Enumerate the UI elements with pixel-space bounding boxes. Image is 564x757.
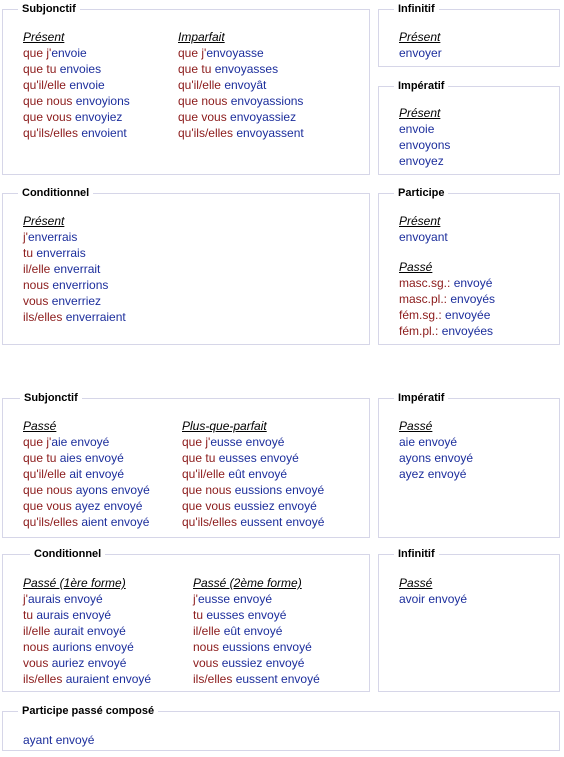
verb-form: eussiez	[234, 499, 275, 513]
pronoun: ils/elles	[193, 672, 236, 686]
verb-form: envoyer	[399, 46, 442, 60]
verb-form: enverrais	[27, 230, 78, 244]
tense-column	[193, 575, 320, 687]
verb-form: enverrions	[52, 278, 109, 292]
verb-form: aient	[81, 515, 108, 529]
box-title: Impératif	[394, 80, 448, 93]
verb-form: aie	[51, 435, 68, 449]
pronoun: tu	[23, 246, 37, 260]
conjugation-row	[23, 261, 126, 277]
conditionnel-simple-box	[2, 187, 370, 345]
verb-form: eût	[223, 624, 241, 638]
pronoun: qu'ils/elles	[23, 126, 82, 140]
verb-form: aurions	[52, 640, 92, 654]
pronoun: tu	[23, 608, 37, 622]
pronoun: vous	[23, 294, 52, 308]
pronoun: que tu	[178, 62, 215, 76]
pronoun: que nous	[178, 94, 231, 108]
conjugation-row	[193, 671, 320, 687]
imperatif-simple-box	[378, 80, 560, 175]
verb-form: ayant	[23, 733, 53, 747]
conjugation-row	[193, 591, 320, 607]
pronoun: que j'	[23, 435, 52, 449]
box-title: Impératif	[394, 392, 448, 405]
verb-form: eusse	[210, 435, 243, 449]
conjugation-row	[399, 229, 495, 245]
pronoun: fém.sg.:	[399, 308, 446, 322]
participle: envoyé	[107, 483, 150, 497]
pronoun: nous	[23, 278, 53, 292]
conjugation-row	[23, 245, 126, 261]
pronoun: nous	[193, 640, 223, 654]
tense-heading: Passé	[399, 260, 433, 274]
participle: envoyé	[415, 435, 458, 449]
participle: envoyé	[245, 467, 288, 481]
participle: envoyé	[100, 499, 143, 513]
pronoun: que vous	[182, 499, 235, 513]
verb-form: envoyasse	[206, 46, 264, 60]
verb-form: envoie	[399, 122, 435, 136]
box-title: Conditionnel	[30, 548, 105, 561]
participle: envoyé	[82, 467, 125, 481]
conjugation-row	[399, 323, 495, 339]
conjugation-row	[23, 482, 150, 498]
tense-heading: Présent	[23, 214, 65, 228]
pronoun: il/elle	[193, 624, 224, 638]
box-title: Infinitif	[394, 548, 439, 561]
conjugation-row	[23, 623, 151, 639]
verb-form: enverraient	[65, 310, 126, 324]
tense-heading: Imparfait	[178, 30, 225, 44]
pronoun: nous	[23, 640, 53, 654]
verb-form: eusses	[218, 451, 257, 465]
verb-form: envoies	[59, 62, 102, 76]
conjugation-row	[193, 655, 320, 671]
tense-heading: Présent	[399, 30, 441, 44]
tense-column	[23, 418, 150, 530]
verb-form: enverrait	[53, 262, 101, 276]
verb-form: eût	[228, 467, 246, 481]
infinitif-compose-box	[378, 548, 560, 692]
pronoun: vous	[23, 656, 52, 670]
pronoun: masc.pl.:	[399, 292, 451, 306]
participle: envoyé	[274, 499, 317, 513]
verb-form: aurais	[27, 592, 61, 606]
verb-form: envoyions	[75, 94, 130, 108]
conjugation-row	[193, 607, 320, 623]
verb-form: envoyons	[399, 138, 451, 152]
conjugation-row	[23, 309, 126, 325]
pronoun: il/elle	[23, 624, 54, 638]
verb-form: envoyé	[453, 276, 493, 290]
tense-column	[23, 29, 130, 141]
tense-heading: Passé	[399, 576, 433, 590]
conjugation-row	[178, 109, 304, 125]
conjugation-row	[23, 591, 151, 607]
pronoun: j'	[23, 230, 28, 244]
subjonctif-simple-box	[2, 3, 370, 175]
conjugation-row	[178, 45, 304, 61]
verb-form: eussent	[235, 672, 278, 686]
conjugation-row	[399, 153, 450, 169]
verb-form: aurait	[53, 624, 84, 638]
tense-column	[399, 29, 442, 61]
tense-heading: Présent	[399, 214, 441, 228]
participle: envoyé	[81, 451, 124, 465]
conjugation-row	[178, 125, 304, 141]
verb-form: envoyée	[445, 308, 491, 322]
box-title: Participe passé composé	[18, 705, 158, 718]
pronoun: que nous	[182, 483, 235, 497]
participle: envoyé	[256, 451, 299, 465]
conjugation-row	[23, 109, 130, 125]
pronoun: qu'ils/elles	[182, 515, 241, 529]
tense-heading: Présent	[399, 106, 441, 120]
conjugation-row	[23, 125, 130, 141]
verb-form: ayons	[75, 483, 108, 497]
conjugation-row	[178, 61, 304, 77]
pronoun: masc.sg.:	[399, 276, 454, 290]
tense-column	[399, 575, 467, 607]
conjugation-row	[182, 482, 324, 498]
pronoun: qu'il/elle	[182, 467, 229, 481]
conjugation-row	[23, 466, 150, 482]
verb-form: eussions	[234, 483, 283, 497]
pronoun: ils/elles	[23, 672, 66, 686]
pronoun: que nous	[23, 483, 76, 497]
participle: envoyé	[67, 435, 110, 449]
conjugation-row	[182, 514, 324, 530]
conjugation-row	[23, 450, 150, 466]
verb-form: ayez	[75, 499, 101, 513]
conjugation-row	[23, 61, 130, 77]
tense-column	[399, 105, 450, 169]
verb-form: eussions	[222, 640, 270, 654]
box-title: Subjonctif	[20, 392, 82, 405]
verb-form: envoient	[81, 126, 127, 140]
participle: envoyé	[262, 656, 305, 670]
box-title: Conditionnel	[18, 187, 93, 200]
participle: envoyé	[431, 451, 474, 465]
pronoun: que vous	[23, 110, 76, 124]
pronoun: que tu	[182, 451, 219, 465]
verb-form: eusse	[197, 592, 230, 606]
tense-column	[399, 213, 495, 339]
conjugation-row	[23, 277, 126, 293]
pronoun: fém.pl.:	[399, 324, 442, 338]
verb-form: envoyassiez	[230, 110, 297, 124]
conjugation-row	[23, 77, 130, 93]
conjugation-row	[23, 514, 150, 530]
tense-column	[178, 29, 304, 141]
conjugation-row	[193, 639, 320, 655]
verb-form: auriez	[51, 656, 85, 670]
verb-form: ayez	[399, 467, 425, 481]
verb-form: envoyées	[441, 324, 494, 338]
participle: envoyé	[60, 592, 103, 606]
pronoun: qu'il/elle	[23, 78, 70, 92]
verb-form: aie	[399, 435, 416, 449]
pronoun: que j'	[178, 46, 207, 60]
participle: envoyé	[269, 640, 312, 654]
participle: envoyé	[244, 608, 287, 622]
pronoun: vous	[193, 656, 222, 670]
pronoun: que vous	[23, 499, 76, 513]
section-gap	[399, 245, 495, 259]
verb-form: ait	[69, 467, 83, 481]
pronoun: qu'il/elle	[178, 78, 225, 92]
tense-heading: Plus-que-parfait	[182, 419, 267, 433]
conjugation-row	[399, 307, 495, 323]
verb-form: eusses	[206, 608, 245, 622]
verb-form: aurais	[36, 608, 70, 622]
conjugation-row	[399, 137, 450, 153]
pronoun: ils/elles	[23, 310, 66, 324]
pronoun: que tu	[23, 62, 60, 76]
pronoun: qu'ils/elles	[178, 126, 237, 140]
pronoun: que j'	[182, 435, 211, 449]
conjugation-row	[399, 121, 450, 137]
conjugation-row	[23, 45, 130, 61]
verb-form: envoyés	[450, 292, 496, 306]
verb-form: envoie	[51, 46, 87, 60]
pronoun: que j'	[23, 46, 52, 60]
conjugation-row	[23, 434, 150, 450]
conjugation-row	[178, 77, 304, 93]
box-title: Infinitif	[394, 3, 439, 16]
pronoun: que vous	[178, 110, 231, 124]
conjugation-row	[23, 229, 126, 245]
tense-column	[23, 575, 151, 687]
participe-box	[378, 187, 560, 345]
conjugation-row	[182, 498, 324, 514]
conjugation-row	[399, 434, 473, 450]
verb-form: ayons	[399, 451, 432, 465]
participle: envoyé	[109, 672, 152, 686]
conjugation-row	[23, 293, 126, 309]
conjugation-row	[399, 466, 473, 482]
pronoun: il/elle	[23, 262, 54, 276]
participle: envoyé	[282, 515, 325, 529]
verb-form: envoyassions	[230, 94, 304, 108]
participle: envoyé	[240, 624, 283, 638]
participle: envoyé	[69, 608, 112, 622]
verb-form: envoyât	[224, 78, 267, 92]
conjugation-row	[182, 450, 324, 466]
tense-column	[399, 418, 473, 482]
tense-column	[182, 418, 324, 530]
tense-column	[23, 732, 94, 748]
conjugation-row	[23, 671, 151, 687]
conjugation-row	[399, 45, 442, 61]
verb-form: envoyant	[399, 230, 448, 244]
subjonctif-compose-box	[2, 392, 370, 538]
conjugation-row	[23, 93, 130, 109]
tense-heading: Passé	[23, 419, 57, 433]
infinitif-simple-box	[378, 3, 560, 67]
verb-form: envoyassent	[236, 126, 304, 140]
participle: envoyé	[277, 672, 320, 686]
conjugation-row	[193, 623, 320, 639]
verb-form: envoyez	[399, 154, 444, 168]
conjugation-row	[182, 466, 324, 482]
participle: envoyé	[230, 592, 273, 606]
conjugation-row	[399, 450, 473, 466]
participle: envoyé	[282, 483, 325, 497]
conjugation-row	[399, 291, 495, 307]
conjugation-row	[23, 655, 151, 671]
verb-form: envoie	[69, 78, 105, 92]
verb-form: envoyiez	[75, 110, 123, 124]
tense-column	[23, 213, 126, 325]
participle: envoyé	[242, 435, 285, 449]
conjugation-row	[182, 434, 324, 450]
conjugation-row	[399, 275, 495, 291]
participle: envoyé	[424, 467, 467, 481]
box-title: Subjonctif	[18, 3, 80, 16]
conjugation-row	[23, 732, 94, 748]
verb-form: avoir	[399, 592, 426, 606]
conjugation-row	[399, 591, 467, 607]
pronoun: que tu	[23, 451, 60, 465]
pronoun: tu	[193, 608, 207, 622]
pronoun: j'	[23, 592, 28, 606]
participle: envoyé	[425, 592, 468, 606]
pronoun: j'	[193, 592, 198, 606]
participle: envoyé	[107, 515, 150, 529]
conjugation-row	[23, 607, 151, 623]
verb-form: enverrais	[36, 246, 86, 260]
tense-heading: Passé (2ème forme)	[193, 576, 302, 590]
tense-heading: Présent	[23, 30, 65, 44]
conditionnel-compose-box	[2, 548, 370, 692]
participle: envoyé	[84, 656, 127, 670]
tense-heading: Passé (1ère forme)	[23, 576, 126, 590]
conjugation-row	[23, 498, 150, 514]
verb-form: auraient	[65, 672, 110, 686]
verb-form: envoyasses	[214, 62, 279, 76]
verb-form: aies	[59, 451, 82, 465]
imperatif-compose-box	[378, 392, 560, 538]
pronoun: qu'il/elle	[23, 467, 70, 481]
conjugation-row	[178, 93, 304, 109]
participe-passe-compose-box	[2, 705, 560, 751]
verb-form: enverriez	[51, 294, 102, 308]
box-title: Participe	[394, 187, 448, 200]
participle: envoyé	[91, 640, 134, 654]
tense-heading: Passé	[399, 419, 433, 433]
verb-form: eussiez	[221, 656, 263, 670]
conjugation-row	[23, 639, 151, 655]
pronoun: que nous	[23, 94, 76, 108]
pronoun: qu'ils/elles	[23, 515, 82, 529]
participle: envoyé	[52, 733, 95, 747]
participle: envoyé	[83, 624, 126, 638]
verb-form: eussent	[240, 515, 283, 529]
